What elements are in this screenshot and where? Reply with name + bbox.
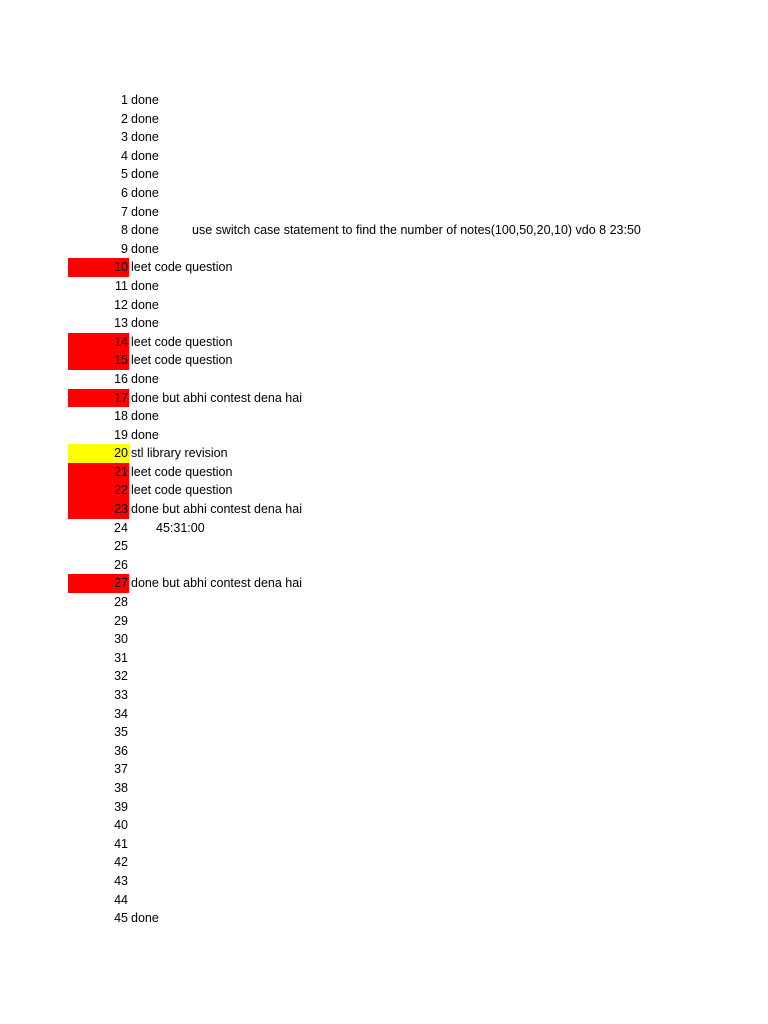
sheet-row xyxy=(0,426,768,445)
row-number-cell[interactable]: 8 xyxy=(121,223,128,238)
sheet-row xyxy=(0,333,768,352)
row-number-cell[interactable]: 14 xyxy=(68,333,129,352)
sheet-row xyxy=(0,909,768,928)
sheet-row xyxy=(0,444,768,463)
status-cell[interactable]: leet code question xyxy=(131,464,233,479)
row-number-cell[interactable]: 43 xyxy=(114,873,128,888)
row-number-cell[interactable]: 17 xyxy=(68,389,129,408)
row-number-cell[interactable]: 38 xyxy=(114,780,128,795)
sheet-row xyxy=(0,463,768,482)
row-number-cell[interactable]: 13 xyxy=(114,316,128,331)
sheet-row xyxy=(0,519,768,538)
sheet-row xyxy=(0,481,768,500)
sheet-row xyxy=(0,556,768,575)
sheet-row xyxy=(0,370,768,389)
sheet-row xyxy=(0,574,768,593)
row-number-cell[interactable]: 7 xyxy=(121,204,128,219)
sheet-row xyxy=(0,165,768,184)
status-cell[interactable]: leet code question xyxy=(131,334,233,349)
status-cell[interactable]: done but abhi contest dena hai xyxy=(131,502,302,517)
row-number-cell[interactable]: 33 xyxy=(114,688,128,702)
row-number-cell[interactable]: 27 xyxy=(68,574,129,593)
sheet-row xyxy=(0,203,768,222)
row-number-cell[interactable]: 18 xyxy=(114,409,128,424)
row-number-cell[interactable]: 10 xyxy=(68,258,129,277)
row-number-cell[interactable]: 35 xyxy=(114,725,128,740)
status-cell[interactable]: done xyxy=(131,130,159,145)
status-cell[interactable]: done xyxy=(131,241,159,256)
sheet-row xyxy=(0,389,768,408)
row-number-cell[interactable]: 45 xyxy=(114,911,128,926)
note-cell[interactable]: use switch case statement to find the number of notes(100,50,20,10) vdo 8 23:50 xyxy=(192,223,641,238)
status-cell[interactable]: leet code question xyxy=(131,353,233,368)
status-cell[interactable]: done xyxy=(131,278,159,293)
status-cell[interactable]: done but abhi contest dena hai xyxy=(131,576,302,591)
sheet-row xyxy=(0,221,768,240)
row-number-cell[interactable]: 40 xyxy=(114,818,128,833)
row-number-cell[interactable]: 23 xyxy=(68,500,129,519)
status-cell[interactable]: done xyxy=(131,911,159,926)
row-number-cell[interactable]: 6 xyxy=(121,185,128,200)
sheet-row xyxy=(0,853,768,872)
row-number-cell[interactable]: 28 xyxy=(114,595,128,610)
status-cell[interactable]: done but abhi contest dena hai xyxy=(131,390,302,405)
sheet-row xyxy=(0,147,768,166)
row-number-cell[interactable]: 12 xyxy=(114,297,128,312)
sheet-row xyxy=(0,891,768,910)
status-cell[interactable]: done xyxy=(131,223,159,238)
sheet-row xyxy=(0,667,768,686)
sheet-row xyxy=(0,649,768,668)
row-number-cell[interactable]: 42 xyxy=(114,855,128,870)
sheet-row xyxy=(0,537,768,556)
row-number-cell[interactable]: 9 xyxy=(121,241,128,256)
status-cell[interactable]: 45:31:00 xyxy=(156,520,205,535)
status-cell[interactable]: done xyxy=(131,297,159,312)
sheet-row xyxy=(0,779,768,798)
row-number-cell[interactable]: 3 xyxy=(121,130,128,145)
row-number-cell[interactable]: 25 xyxy=(114,539,128,554)
status-cell[interactable]: done xyxy=(131,204,159,219)
status-cell[interactable]: done xyxy=(131,93,159,107)
row-number-cell[interactable]: 44 xyxy=(114,892,128,907)
row-number-cell[interactable]: 41 xyxy=(114,836,128,851)
row-number-cell[interactable]: 24 xyxy=(114,520,128,535)
sheet-row xyxy=(0,258,768,277)
status-cell[interactable]: stl library revision xyxy=(131,446,228,461)
sheet-row xyxy=(0,500,768,519)
status-cell[interactable]: done xyxy=(131,427,159,442)
sheet-row xyxy=(0,110,768,129)
sheet-row xyxy=(0,277,768,296)
row-number-cell[interactable]: 39 xyxy=(114,799,128,814)
row-number-cell[interactable]: 15 xyxy=(68,351,129,370)
sheet-row xyxy=(0,128,768,147)
row-number-cell[interactable]: 19 xyxy=(114,427,128,442)
sheet-row xyxy=(0,184,768,203)
row-number-cell[interactable]: 5 xyxy=(121,167,128,182)
status-cell[interactable]: done xyxy=(131,371,159,386)
status-cell[interactable]: done xyxy=(131,409,159,424)
sheet-row xyxy=(0,351,768,370)
sheet-row xyxy=(0,705,768,724)
row-number-cell[interactable]: 37 xyxy=(114,762,128,777)
row-number-cell[interactable]: 4 xyxy=(121,148,128,163)
row-number-cell[interactable]: 1 xyxy=(121,93,128,107)
status-cell[interactable]: done xyxy=(131,185,159,200)
status-cell[interactable]: done xyxy=(131,111,159,126)
sheet-row xyxy=(0,314,768,333)
sheet-row xyxy=(0,593,768,612)
sheet-row xyxy=(0,742,768,761)
row-number-cell[interactable]: 11 xyxy=(115,278,128,293)
sheet-row xyxy=(0,835,768,854)
sheet-row xyxy=(0,872,768,891)
status-cell[interactable]: done xyxy=(131,316,159,331)
sheet-row xyxy=(0,723,768,742)
sheet-row xyxy=(0,240,768,259)
row-number-cell[interactable]: 36 xyxy=(114,743,128,758)
row-number-cell[interactable]: 30 xyxy=(114,632,128,647)
sheet-row xyxy=(0,407,768,426)
sheet-row xyxy=(0,686,768,705)
sheet-row xyxy=(0,798,768,817)
status-cell[interactable]: done xyxy=(131,167,159,182)
row-number-cell[interactable]: 20 xyxy=(68,444,129,463)
spreadsheet-sheet xyxy=(0,91,768,928)
row-number-cell[interactable]: 26 xyxy=(114,557,128,572)
row-number-cell[interactable]: 22 xyxy=(68,481,129,500)
row-number-cell[interactable]: 32 xyxy=(114,669,128,684)
row-number-cell[interactable]: 34 xyxy=(114,706,128,721)
row-number-cell[interactable]: 16 xyxy=(114,371,128,386)
sheet-row xyxy=(0,91,768,110)
sheet-row xyxy=(0,612,768,631)
row-number-cell[interactable]: 31 xyxy=(114,650,128,665)
row-number-cell[interactable]: 29 xyxy=(114,613,128,628)
status-cell[interactable]: done xyxy=(131,148,159,163)
row-number-cell[interactable]: 2 xyxy=(121,111,128,126)
sheet-row xyxy=(0,296,768,315)
status-cell[interactable]: leet code question xyxy=(131,483,233,498)
status-cell[interactable]: leet code question xyxy=(131,260,233,275)
row-number-cell[interactable]: 21 xyxy=(68,463,129,482)
sheet-row xyxy=(0,816,768,835)
sheet-row xyxy=(0,760,768,779)
sheet-row xyxy=(0,630,768,649)
